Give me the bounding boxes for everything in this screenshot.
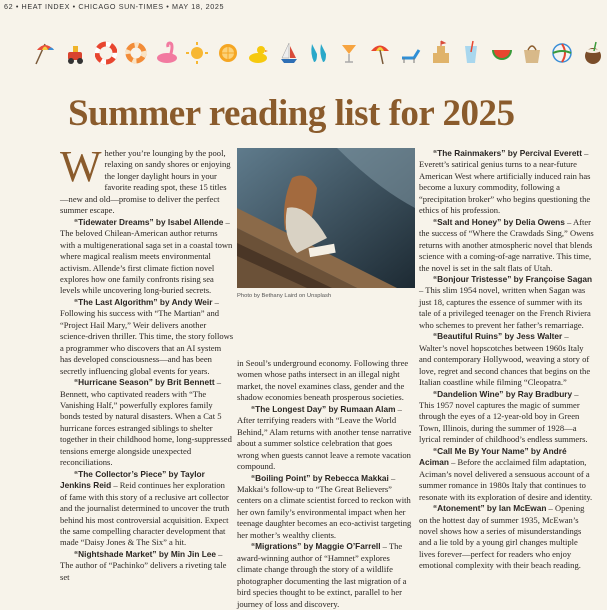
book-title: “The Last Algorithm” by Andy Weir <box>74 296 213 307</box>
life-ring-icon <box>95 40 117 66</box>
book-entry: “Beautiful Ruins” by Jess Walter – Walter’s novel hopscotches between 1960s Italy and contemporary Hollywood, weaving a story of love, regret and second chances that begins on the Italian coastline while filming “Cleopatra.” <box>419 331 591 388</box>
page-header <box>4 2 224 11</box>
watermelon-icon <box>491 40 513 66</box>
sandcastle-icon <box>430 40 452 66</box>
book-title: “The Rainmakers” by Percival Everett <box>433 148 582 158</box>
woman-reading-on-dock-image <box>237 148 415 288</box>
drop-cap: W <box>60 142 102 191</box>
continued-text: in Seoul’s underground economy. Following three women whose paths intersect in an illegal night market, the novel examines class, gender and the shadow economies beneath prosperous societies. <box>237 358 409 403</box>
book-entry: “Salt and Honey” by Delia Owens – After the success of “Where the Crawdads Sing,” Owens returns with another atmospheric novel that blends science with a coming-of-age narrative. This time, the novel is set in the salt flats of Utah. <box>419 216 594 273</box>
beach-bag-icon <box>521 40 543 66</box>
book-title: “The Longest Day” by Rumaan Alam <box>251 403 396 414</box>
page-title: Summer reading list for 2025 <box>68 93 515 134</box>
book-title: “Beautiful Ruins” by Jess Walter <box>433 331 563 342</box>
book-entry: “Hurricane Season” by Brit Bennett – Bennett, who captivated readers with “The Vanishing Half,” powerfully explores family bonds tested by natural disasters. When a Cat 5 hurricane forces estranged siblings to shelter together in their childhood home, long-suppressed tensions emerge alongside unexpected reconciliations. <box>60 377 232 468</box>
book-entry: “Boiling Point” by Rebecca Makkai – Makkai’s follow-up to “The Great Believers” centers on a climate scientist forced to reckon with her own family’s environmental impact when her teenage daughter becomes an eco-activist targeting her mother’s wealthy clients. <box>237 472 412 540</box>
book-entry: “Dandelion Wine” by Ray Bradbury – This 1957 novel captures the magic of summer through the eyes of a 12-year-old boy in Green Town, Illinois, during the summer of 1928—a lyrical reminder of childhood’s endless summers. <box>419 388 588 445</box>
book-entry: “Call Me By Your Name” by André Aciman – Before the acclaimed film adaptation, Aciman’s novel delivered a sensuous account of a summer romance in 1980s Italy that continues to resonate with its exploration of desire and identity. <box>419 445 593 502</box>
article-column-2 <box>237 358 415 610</box>
rubber-duck-icon <box>247 40 269 66</box>
page-number: 62 <box>4 2 14 11</box>
book-entry: “Tidewater Dreams” by Isabel Allende – The beloved Chilean-American author returns with a multigenerational saga set in a coastal town where magical realism meets environmental activism. Allende’s first climate fiction novel explores how one family confronts rising sea levels while uncovering long-buried secrets. <box>60 216 233 296</box>
article-photo <box>237 148 415 288</box>
book-title: “Bonjour Tristesse” by Françoise Sagan <box>433 273 593 284</box>
swim-ring-icon <box>125 40 147 66</box>
book-entry: “The Collector’s Piece” by Taylor Jenkins Reid – Reid continues her exploration of fame with this story of a reclusive art collector and the journalist determined to uncover the truth behind his most controversial acquisition. Expect the same compelling character development that made “Daisy Jones & The Six” a hit. <box>60 468 230 548</box>
book-title: “Boiling Point” by Rebecca Makkai <box>251 472 389 483</box>
article-column-1 <box>60 142 234 583</box>
sailboat-icon <box>278 40 300 66</box>
issue-date: MAY 18, 2025 <box>171 2 225 11</box>
book-entry: “The Last Algorithm” by Andy Weir – Following his success with “The Martian” and “Project Hail Mary,” Weir delivers another science-driven thriller. This time, the story follows a programmer who discovers that an AI system has developed consciousness—and has been secretly influencing global events for years. <box>60 296 234 376</box>
book-entry: “Nightshade Market” by Min Jin Lee – The author of “Pachinko” delivers a riveting tale set <box>60 548 227 582</box>
section-name: HEAT INDEX <box>21 2 71 11</box>
book-entry: “Migrations” by Maggie O’Farrell – The award-winning author of “Hamnet” explores climate change through the story of a wildlife photographer documenting the last migration of a bird species thought to be extinct, parallel to her journey of loss and discovery. <box>237 541 407 609</box>
beach-umbrella-icon <box>369 40 391 66</box>
flamingo-float-icon <box>156 40 178 66</box>
book-title: “Hurricane Season” by Brit Bennett <box>74 377 215 388</box>
intro-paragraph: Whether you’re lounging by the pool, relaxing on sandy shores or enjoying the longer daylight hours in your favorite reading spot, these 15 titles—new and old—promise to deliver the perfect summer escape. <box>60 142 231 216</box>
cocktail-icon <box>338 40 360 66</box>
volleyball-icon <box>551 40 573 66</box>
summer-icon-strip <box>34 33 604 73</box>
book-title: “Call Me By Your Name” by André Aciman <box>419 445 567 468</box>
book-title: “Nightshade Market” by Min Jin Lee <box>74 548 216 559</box>
separator: • <box>72 2 76 11</box>
flippers-icon <box>308 40 330 66</box>
book-title: “Tidewater Dreams” by Isabel Allende <box>74 216 224 227</box>
tricycle-icon <box>64 40 86 66</box>
book-title: “Atonement” by Ian McEwan <box>433 503 547 514</box>
sun-lounger-icon <box>399 40 421 66</box>
iced-drink-icon <box>460 40 482 66</box>
coconut-drink-icon <box>582 40 604 66</box>
book-entry: “Atonement” by Ian McEwan – Opening on the hottest day of summer 1935, McEwan’s novel shows how a series of misunderstandings and a lie told by a young girl changes multiple lives forever—perfect for readers who enjoy emotional complexity with their beach reading. <box>419 503 585 571</box>
book-title: “The Collector’s Piece” by Taylor Jenkins Reid <box>60 468 205 491</box>
article-column-3 <box>419 148 595 572</box>
separator: • <box>166 2 170 11</box>
paper-name: CHICAGO SUN-TIMES <box>78 2 164 11</box>
book-entry: “The Rainmakers” by Percival Everett – Everett’s satirical genius turns to a near-future American West where artificially induced rain has become a luxury commodity, following a “precipitation broker” who begins questioning the ethics of his profession. <box>419 148 591 216</box>
beach-ball-icon <box>34 40 56 66</box>
photo-credit: Photo by Bethany Laird on Unsplash <box>237 293 332 299</box>
book-title: “Salt and Honey” by Delia Owens <box>433 216 565 227</box>
orange-slice-icon <box>217 40 239 66</box>
sun-icon <box>186 40 208 66</box>
book-entry: “The Longest Day” by Rumaan Alam – After terrifying readers with “Leave the World Behind,” Alam returns with another tense narrative about a summer solstice celebration that goes wrong when guests cannot leave a remote vacation compound. <box>237 403 412 472</box>
separator: • <box>15 2 19 11</box>
book-title: “Dandelion Wine” by Ray Bradbury <box>433 388 573 399</box>
book-entry: “Bonjour Tristesse” by Françoise Sagan – This slim 1954 novel, written when Sagan was just 18, captures the essence of summer with its tale of a privileged teenager on the French Riviera who schemes to prevent her father’s remarriage. <box>419 273 593 330</box>
book-title: “Migrations” by Maggie O’Farrell <box>251 541 381 552</box>
